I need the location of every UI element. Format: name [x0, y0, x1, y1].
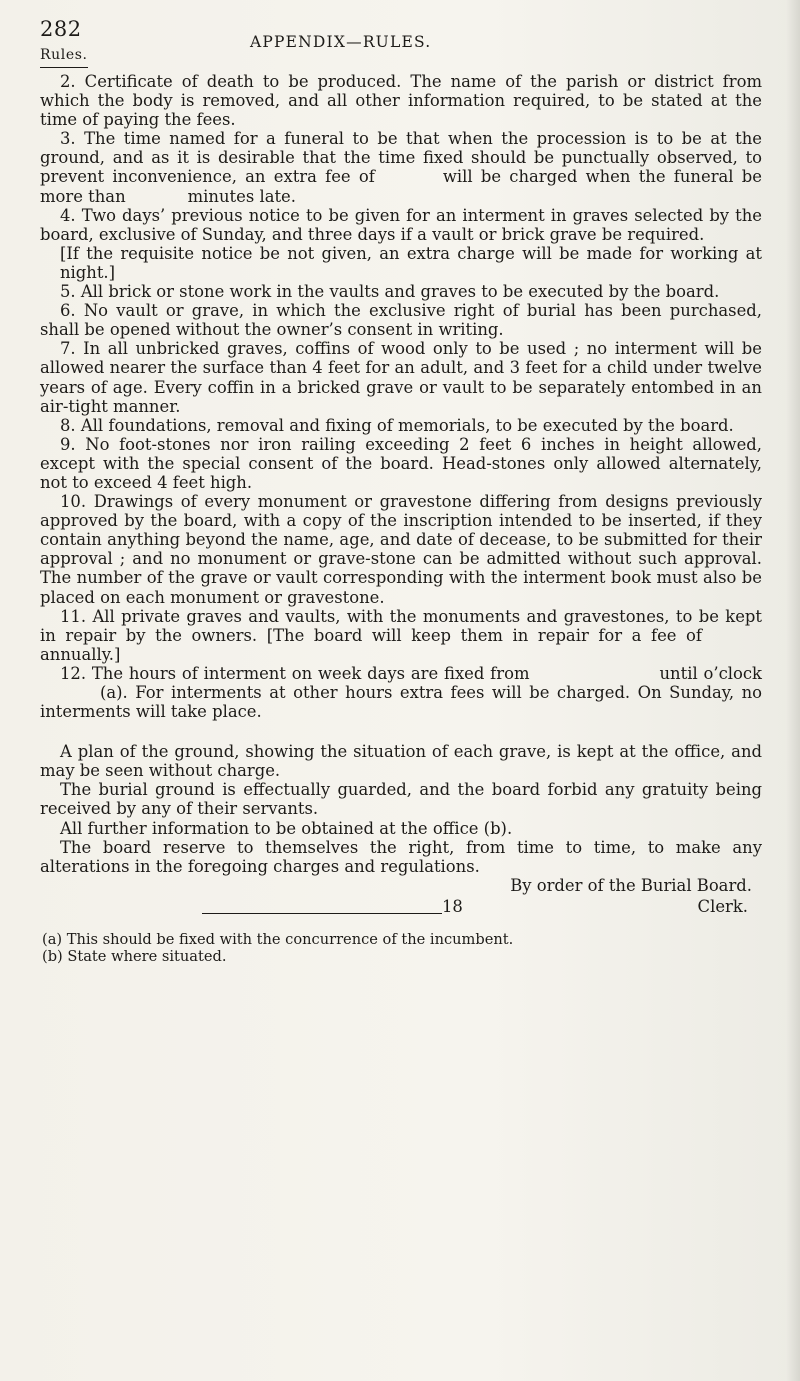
- rule-12-text-c: o’clock: [703, 663, 762, 683]
- rule-10: 10. Drawings of every monument or gravestone differing from designs previously approved by the board, with a copy of the inscription intended to be inserted, if they contain anything beyond the name, age, and date of decease, to be submitted for their approval ; and no monument or grave-stone can be admitted without such approval. The number of the grave or vault corresponding with the interment book must also be placed on each monument or gravestone.: [40, 492, 762, 607]
- rule-7: 7. In all unbricked graves, coffins of wood only to be used ; no interment will be allowed nearer the surface than 4 feet for an adult, and 3 feet for a child under twelve years of age. Every coffin in a bricked grave or vault to be separately entombed in an air-tight manner.: [40, 339, 762, 416]
- footnote-a: (a) This should be fixed with the concurrence of the incumbent.: [42, 930, 514, 948]
- section-gap: [40, 721, 762, 742]
- rule-3: [40, 129, 762, 205]
- signature-year: 18: [442, 896, 463, 916]
- signature-blank-line: [202, 913, 442, 914]
- rule-3-text: 3. The time named for a funeral to be that when the procession is to be at the ground, and as it is desirable that the time fixed should be punctually observed, to prevent inconvenience, an extra fee of: [40, 129, 762, 187]
- page-header: [40, 17, 762, 72]
- rule-11-text-b: annually.]: [40, 644, 121, 664]
- notice-reserve: The board reserve to themselves the right, from time to time, to make any alterations in the foregoing charges and regulations.: [40, 837, 762, 876]
- footnote-b: (b) State where situated.: [42, 947, 227, 965]
- rule-11: [40, 607, 762, 664]
- running-head: APPENDIX—RULES.: [250, 33, 432, 51]
- notice-plan: A plan of the ground, showing the situation of each grave, is kept at the office, and may be seen without charge.: [40, 742, 762, 781]
- rule-4-note: [If the requisite notice be not given, an extra charge will be made for working at night.]: [60, 243, 762, 282]
- page-edge-shadow: [786, 0, 800, 1381]
- document-body: [40, 17, 762, 965]
- rule-12-text: 12. The hours of interment on week days are fixed from: [60, 663, 530, 683]
- footnotes: [40, 931, 762, 965]
- section-tag: Rules.: [40, 46, 88, 68]
- notice-guard: The burial ground is effectually guarded, and the board forbid any gratuity being received by any of their servants.: [40, 780, 762, 819]
- rule-5: 5. All brick or stone work in the vaults and graves to be executed by the board.: [60, 282, 720, 302]
- rule-12: [40, 664, 762, 721]
- rule-3-text-c: minutes late.: [187, 186, 296, 206]
- rule-6: 6. No vault or grave, in which the exclusive right of burial has been purchased, shall be opened without the owner’s consent in writing.: [40, 301, 762, 340]
- rule-11-text: 11. All private graves and vaults, with the monuments and gravestones, to be kept in repair by the owners. [The board will keep them in repair for a fee of: [40, 606, 762, 645]
- rule-12-text-d: (a). For interments at other hours extra fees will be charged. On Sunday, no interments will take place.: [40, 683, 762, 722]
- rule-9: 9. No foot-stones nor iron railing exceeding 2 feet 6 inches in height allowed, except with the special consent of the board. Head-stones only allowed alternately, not to exceed 4 feet high.: [40, 434, 762, 492]
- page-number: 282: [40, 17, 82, 41]
- rule-12-text-b: until: [659, 663, 698, 683]
- signature-line: [40, 897, 762, 917]
- rule-4: 4. Two days’ previous notice to be given for an interment in graves selected by the board, exclusive of Sunday, and three days if a vault or brick grave be required.: [40, 205, 762, 244]
- rule-3-text-b: will be charged when the funeral be more than: [40, 167, 762, 206]
- rule-8: 8. All foundations, removal and fixing of memorials, to be executed by the board.: [60, 415, 734, 435]
- notice-info: All further information to be obtained at the office (b).: [60, 818, 513, 838]
- signature-by-order: By order of the Burial Board.: [510, 875, 752, 895]
- signature-clerk: Clerk.: [697, 896, 748, 916]
- rule-2: 2. Certificate of death to be produced. The name of the parish or district from which the body is removed, and all other information required, to be stated at the time of paying the fees.: [40, 72, 762, 130]
